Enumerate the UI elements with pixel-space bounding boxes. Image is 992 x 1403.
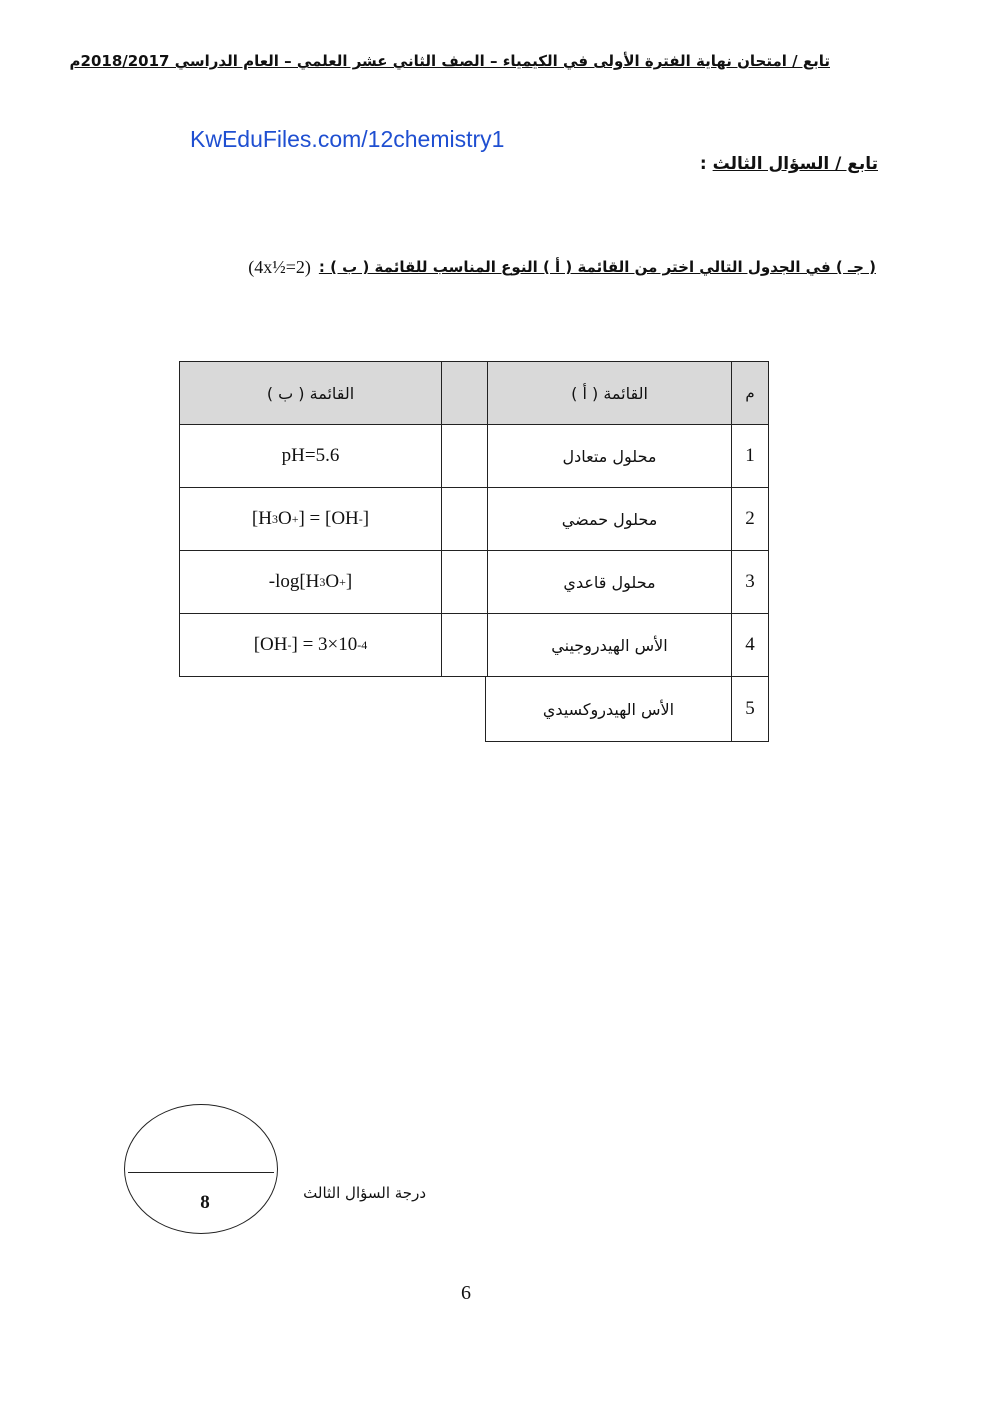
list-a-item: محلول حمضي [487, 487, 732, 551]
header-answer [441, 361, 488, 425]
formula-superscript: + [339, 574, 346, 589]
grade-divider [128, 1172, 274, 1173]
header-list-b: القائمة ( ب ) [179, 361, 442, 425]
list-b-item: pH=5.6 [179, 424, 442, 488]
formula-part: O [325, 571, 340, 592]
watermark-url: KwEduFiles.com/12chemistry1 [190, 126, 505, 152]
answer-cell[interactable] [441, 487, 488, 551]
instruction-text: ( جـ ) في الجدول التالي اختر من القائمة ( أ ) النوع المناسب للقائمة ( ب ) : [318, 258, 876, 276]
answer-cell[interactable] [441, 613, 488, 677]
formula-part: ] = [OH [298, 508, 359, 529]
instruction-line [148, 252, 876, 282]
formula-part: -log[H [268, 571, 320, 592]
grade-label: درجة السؤال الثالث [303, 1184, 426, 1202]
question-heading [560, 154, 878, 184]
formula-superscript: - [287, 637, 292, 652]
formula-part: [H [251, 508, 272, 529]
list-a-item: الأس الهيدروكسيدي [485, 676, 732, 742]
list-b-item [179, 550, 442, 614]
header-index: م [731, 361, 769, 425]
row-number: 1 [731, 424, 769, 488]
answer-cell[interactable] [441, 424, 488, 488]
list-b-item [179, 487, 442, 551]
row-number: 4 [731, 613, 769, 677]
answer-cell[interactable] [441, 550, 488, 614]
question-heading-label: تابع / السؤال الثالث [712, 154, 878, 174]
grade-score: 8 [200, 1192, 210, 1213]
header-list-a: القائمة ( أ ) [487, 361, 732, 425]
formula-part: ] = 3×10 [291, 634, 358, 655]
formula-superscript: + [291, 511, 299, 526]
exam-header: تابع / امتحان نهاية الفترة الأولى في الكيمياء – الصف الثاني عشر العلمي – العام الدراسي 2018/2017م [69, 52, 830, 70]
formula-superscript: - [358, 511, 363, 526]
grade-oval [124, 1104, 278, 1234]
formula-part: O [277, 508, 292, 529]
row-number: 2 [731, 487, 769, 551]
list-a-item: محلول متعادل [487, 424, 732, 488]
formula-subscript: 3 [271, 511, 278, 526]
formula-part: ] [345, 571, 353, 592]
list-b-item [179, 613, 442, 677]
formula-superscript: -4 [357, 637, 368, 652]
formula-subscript: 3 [319, 574, 326, 589]
question-heading-colon: : [699, 154, 707, 174]
row-number: 5 [731, 676, 769, 742]
marks-allocation: (4x½=2) [248, 256, 311, 277]
list-a-item: الأس الهيدروجيني [487, 613, 732, 677]
list-a-item: محلول قاعدي [487, 550, 732, 614]
formula-part: [OH [253, 634, 288, 655]
page-number: 6 [461, 1282, 471, 1304]
row-number: 3 [731, 550, 769, 614]
formula-part: ] [362, 508, 370, 529]
